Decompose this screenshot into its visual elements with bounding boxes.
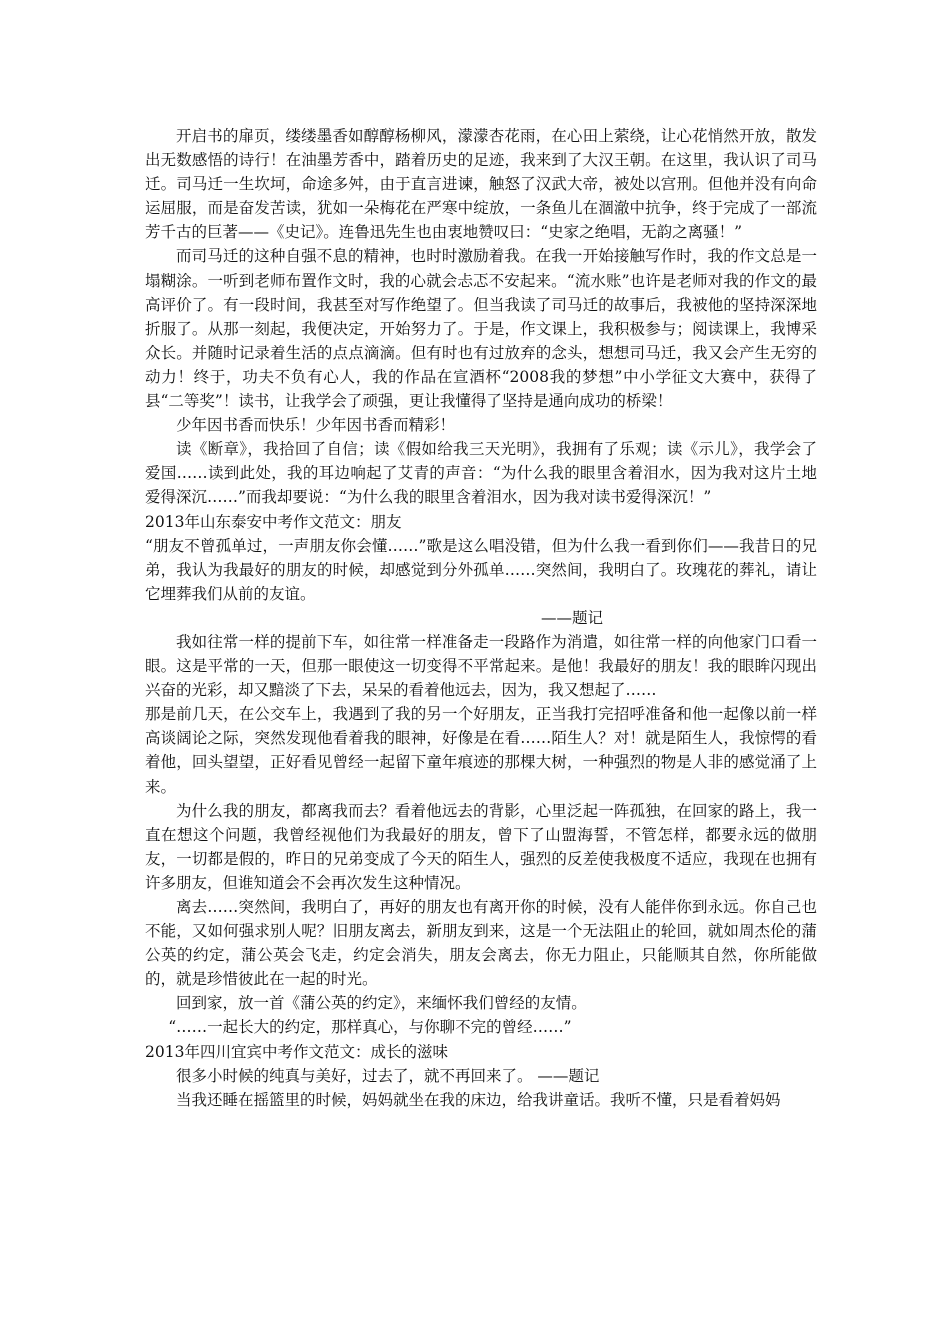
essay3-title: 2013年四川宜宾中考作文范文：成长的滋味 bbox=[145, 1042, 448, 1061]
essay1-paragraph-1: 开启书的扉页，缕缕墨香如醇醇杨柳风，濛濛杏花雨，在心田上萦绕，让心花悄然开放，散发出无数感悟的诗行！在油墨芳香中，踏着历史的足迹，我来到了大汉王朝。在这里，我认识了司马迁。司马迁一生坎坷，命途多舛，由于直言进谏，触怒了汉武大帝，被处以宫刑。但他并没有向命运屈服，而是奋发苦读，犹如一朵梅花在严寒中绽放，一条鱼儿在涸澈中抗争，终于完成了一部流芳千古的巨著——《史记》。连鲁迅先生也由衷地赞叹曰：“史家之绝唱，无韵之离骚！” bbox=[145, 127, 817, 242]
essay3-epigraph: 很多小时候的纯真与美好，过去了，就不再回来了。 ——题记 bbox=[176, 1066, 600, 1085]
essay3-paragraph-1: 当我还睡在摇篮里的时候，妈妈就坐在我的床边，给我讲童话。我听不懂，只是看着妈妈 bbox=[176, 1090, 781, 1109]
essay2-paragraph-5: 回到家，放一首《蒲公英的约定》，来缅怀我们曾经的友情。 bbox=[176, 994, 587, 1013]
essay2-title: 2013年山东泰安中考作文范文：朋友 bbox=[145, 512, 402, 531]
essay1-paragraph-3: 少年因书香而快乐！少年因书香而精彩！ bbox=[176, 416, 456, 435]
essay2-quote: “……一起长大的约定，那样真心，与你聊不完的曾经……” bbox=[168, 1018, 572, 1037]
essay2-epigraph: “朋友不曾孤单过，一声朋友你会懂……”歌是这么唱没错，但为什么我一看到你们——我昔日的兄弟，我认为我最好的朋友的时候，却感觉到分外孤单……突然间，我明白了。玫瑰花的葬礼，请让它埋葬我们从前的友谊。 bbox=[145, 536, 817, 603]
essay1-paragraph-4: 读《断章》，我拾回了自信；读《假如给我三天光明》，我拥有了乐观；读《示儿》，我学会了爱国……读到此处，我的耳边响起了艾青的声音：“为什么我的眼里含着泪水，因为我对这片土地爱得深沉……”而我却要说：“为什么我的眼里含着泪水，因为我对读书爱得深沉！” bbox=[145, 440, 817, 507]
essay2-epigraph-sign: ——题记 bbox=[540, 608, 603, 627]
essay2-paragraph-3: 为什么我的朋友，都离我而去？看着他远去的背影，心里泛起一阵孤独，在回家的路上，我一直在想这个问题，我曾经视他们为我最好的朋友，曾下了山盟海誓，不管怎样，都要永远的做朋友，一切都是假的，昨日的兄弟变成了今天的陌生人，强烈的反差使我极度不适应，我现在也拥有许多朋友，但谁知道会不会再次发生这种情况。 bbox=[145, 801, 817, 892]
essay2-paragraph-1: 我如往常一样的提前下车，如往常一样准备走一段路作为消遣，如往常一样的向他家门口看一眼。这是平常的一天，但那一眼使这一切变得不平常起来。是他！我最好的朋友！我的眼眸闪现出兴奋的光彩，却又黯淡了下去，呆呆的看着他远去，因为，我又想起了…… bbox=[145, 632, 817, 700]
document-page bbox=[145, 124, 817, 1112]
essay2-paragraph-4: 离去……突然间，我明白了，再好的朋友也有离开你的时候，没有人能伴你到永远。你自己也不能，又如何强求别人呢？旧朋友离去，新朋友到来，这是一个无法阻止的轮回，就如周杰伦的蒲公英的约定，蒲公英会飞走，约定会消失，朋友会离去，你无力阻止，只能顺其自然，你所能做的，就是珍惜彼此在一起的时光。 bbox=[145, 898, 817, 989]
essay1-paragraph-2: 而司马迁的这种自强不息的精神，也时时激励着我。在我一开始接触写作时，我的作文总是一塌糊涂。一听到老师布置作文时，我的心就会忐忑不安起来。“流水账”也许是老师对我的作文的最高评价了。有一段时间，我甚至对写作绝望了。但当我读了司马迁的故事后，我被他的坚持深深地折服了。从那一刻起，我便决定，开始努力了。于是，作文课上，我积极参与；阅读课上，我博采众长。并随时记录着生活的点点滴滴。但有时也有过放弃的念头，想想司马迁，我又会产生无穷的动力！终于，功夫不负有心人，我的作品在宣酒杯“2008我的梦想”中小学征文大赛中，获得了县“二等奖”！读书，让我学会了顽强，更让我懂得了坚持是通向成功的桥梁！ bbox=[145, 247, 817, 411]
essay2-paragraph-2: 那是前几天，在公交车上，我遇到了我的另一个好朋友，正当我打完招呼准备和他一起像以前一样高谈阔论之际，突然发现他看着我的眼神，好像是在看……陌生人？对！就是陌生人，我惊愕的看着他，回头望望，正好看见曾经一起留下童年痕迹的那棵大树，一种强烈的物是人非的感觉涌了上来。 bbox=[145, 705, 817, 796]
